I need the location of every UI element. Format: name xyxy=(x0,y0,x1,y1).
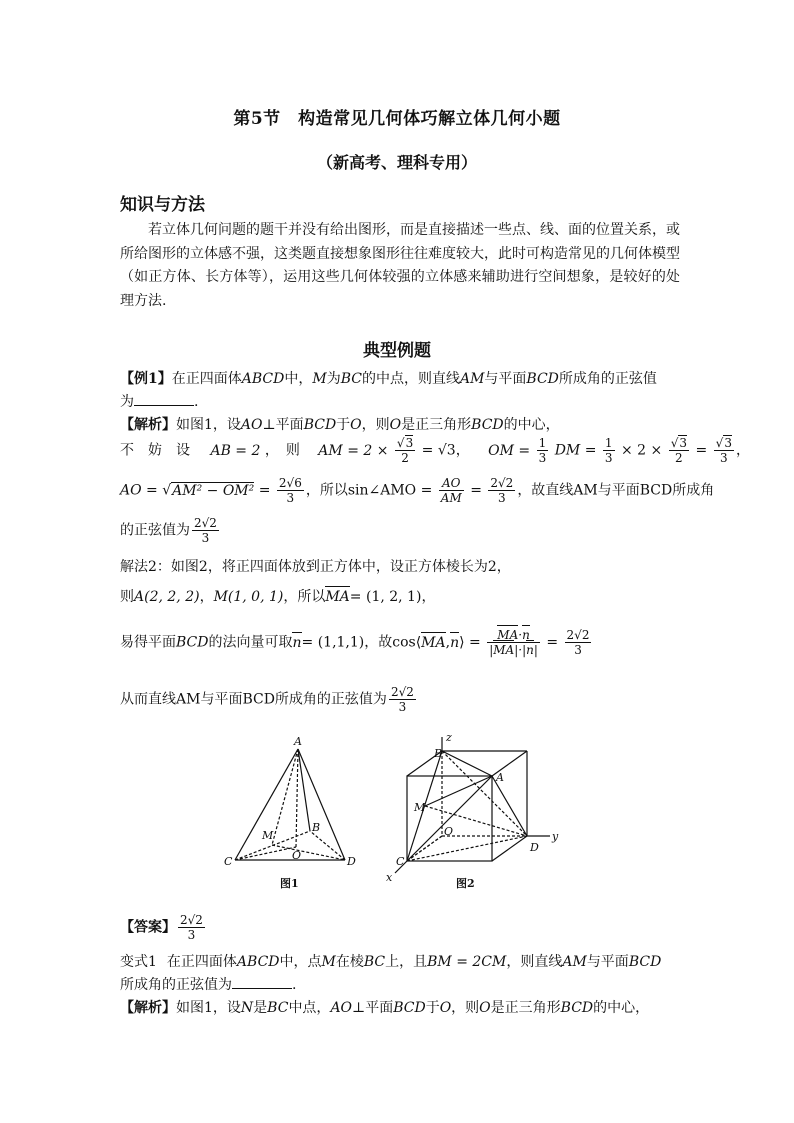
tet-ac xyxy=(407,776,492,861)
solution1-line2: 不 妨 设 AB = 2 ， 则 AM = 2 × $\frac{√3}{2}$ = √3， OM = $\frac{1}{3}$ DM = $\frac{1}{3}$ × 2 × $\frac{√3}{2}$ = $\frac{√3}{3}$ ， xyxy=(120,436,750,465)
method2-line2: 则A(2, 2, 2)，M(1, 0, 1)，所以MA= (1, 2, 1)， xyxy=(120,589,436,605)
label-o: O xyxy=(292,849,302,862)
figure-2-cube xyxy=(386,733,559,890)
tet-ba xyxy=(442,751,492,776)
edge-ac xyxy=(235,749,298,860)
example1-tag: 【例1】 xyxy=(120,371,172,387)
solution1-line3: AO = √AM² − OM² = $\frac{2√6}{3}$ ，所以sin∠AMO = $\frac{AO}{AM}$ = $\frac{2√2}{3}$ ，故直线AM与平面BCD所成角 xyxy=(120,476,715,505)
label-o2: O xyxy=(444,825,454,838)
line-ao xyxy=(296,749,298,847)
solution1-line4: 的正弦值为 $\frac{2√2}{3}$ xyxy=(120,516,217,545)
solution2-tag: 【解析】 xyxy=(120,1000,176,1016)
label-d2: D xyxy=(530,841,539,854)
solution2-line1: 【解析】如图1，设N是BC中点，AO⊥平面BCD于O，则O是正三角形BCD的中心， xyxy=(120,1000,650,1016)
solution1-line1: 【解析】如图1，设AO⊥平面BCD于O，则O是正三角形BCD的中心， xyxy=(120,417,560,433)
label-b2: B xyxy=(434,747,443,760)
label-c: C xyxy=(224,855,233,868)
answer-blank xyxy=(134,393,194,406)
label-m2: M xyxy=(414,801,426,814)
variant1-line1: 变式1 在正四面体ABCD中，点M在棱BC上，且BM = 2CM，则直线AM与平面BCD xyxy=(120,954,662,970)
label-m: M xyxy=(262,829,274,842)
line-am xyxy=(272,749,298,845)
example1-line1: 【例1】在正四面体ABCD中，M为BC的中点，则直线AM与平面BCD所成角的正弦值 xyxy=(120,371,657,387)
solution1-tag: 【解析】 xyxy=(120,417,176,433)
figures xyxy=(200,733,580,893)
answer-tag: 【答案】 xyxy=(120,919,176,936)
knowledge-paragraph: 若立体几何问题的题干并没有给出图形，而是直接描述一些点、线、面的位置关系，或所给图形的立体感不强，这类题直接想象图形往往难度较大，此时可构造常见的几何体模型（如正方体、长方体等），运用这些几何体较强的立体感来辅助进行空间想象，是较好的处理方法. xyxy=(120,222,680,309)
line-co xyxy=(235,847,296,860)
method2-line1: 解法2：如图2，将正四面体放到正方体中，设正方体棱长为2， xyxy=(120,559,511,575)
figure-1-tetrahedron xyxy=(224,735,356,890)
figure-2-caption: 图2 xyxy=(456,877,475,890)
line-md xyxy=(272,845,345,860)
method2-line3: 易得平面BCD的法向量可取n= (1,1,1)，故cos⟨MA,n⟩ = $\frac{MA\cdot n}{|MA|\cdot|n|}$ = $\frac{2√2}{3}$ xyxy=(120,628,590,657)
axis-label-x: x xyxy=(386,871,393,884)
label-a: A xyxy=(294,735,302,748)
label-c2: C xyxy=(396,855,405,868)
variant-answer-blank xyxy=(232,976,292,989)
variant1-tag: 变式1 xyxy=(120,954,157,970)
cube-edge-br xyxy=(492,836,527,861)
fraction: $\frac{√3}{2}$ xyxy=(396,436,414,465)
label-b: B xyxy=(312,821,321,834)
example1-line2: 为 . xyxy=(120,394,199,410)
page-title: 第5节 构造常见几何体巧解立体几何小题 xyxy=(233,109,561,129)
variant1-line2: 所成角的正弦值为 . xyxy=(120,977,297,993)
section-heading-knowledge: 知识与方法 xyxy=(120,195,205,215)
answer-line: 【答案】 $\frac{2√2}{3}$ xyxy=(120,913,203,942)
axis-label-z: z xyxy=(446,733,452,744)
label-a2: A xyxy=(496,771,504,784)
page-subtitle: （新高考、理科专用） xyxy=(316,153,477,172)
edge-db xyxy=(310,831,345,860)
edge-ab xyxy=(298,749,310,831)
label-d: D xyxy=(347,855,356,868)
axis-label-y: y xyxy=(552,830,559,843)
section-heading-examples: 典型例题 xyxy=(363,341,431,361)
method2-line4: 从而直线AM与平面BCD所成角的正弦值为 $\frac{2√2}{3}$ xyxy=(120,685,414,714)
figure-1-caption: 图1 xyxy=(280,877,299,890)
edge-ad xyxy=(298,749,345,860)
